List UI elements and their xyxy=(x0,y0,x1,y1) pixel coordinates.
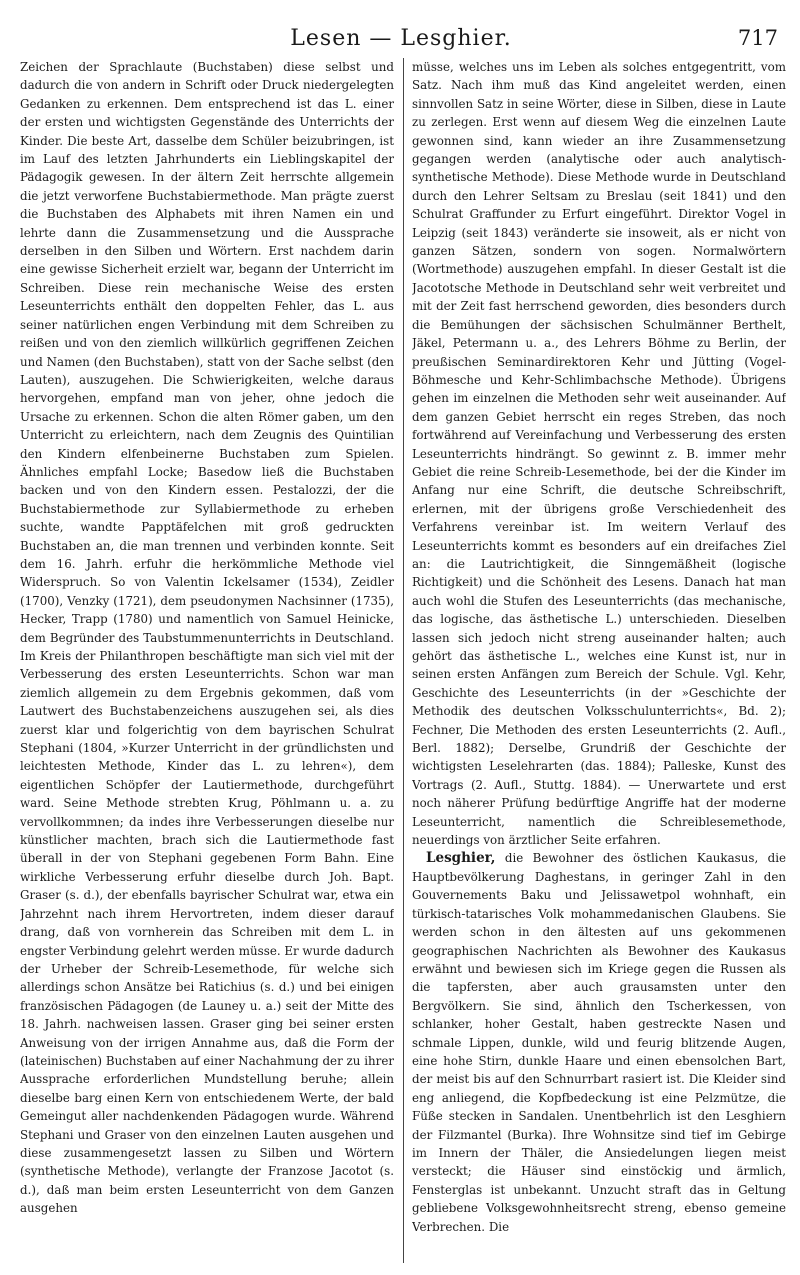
running-title: Lesen — Lesghier. xyxy=(290,26,512,51)
right-column-text-lesen: müsse, welches uns im Leben als solches entgegentritt, vom Satz. Nach ihm muß das Kind angeleitet werden, einen sinnvollen Satz in seine Wörter, diese in Silben, diese in Laute zu zerlegen. Erst wenn auf diesem Weg die einzelnen Laute gewonnen sind, kann wieder an ihre Zusammensetzung gegangen werden (analytische oder auch analytisch-synthetische Methode). Diese Methode wurde in Deutschland durch den Lehrer Seltsam zu Breslau (seit 1841) und den Schulrat Graffunder zu Erfurt eingeführt. Direktor Vogel in Leipzig (seit 1843) veränderte sie insoweit, als er nicht von ganzen Sätzen, sondern von sogen. Normalwörtern (Wortmethode) auszugehen empfahl. In dieser Gestalt ist die Jacototsche Methode in Deutschland sehr weit verbreitet und mit der Zeit fast herrschend geworden, dies besonders durch die Bemühungen der sächsischen Schulmänner Berthelt, Jäkel, Petermann u. a., des Lehrers Böhme zu Berlin, der preußischen Seminardirektoren Kehr und Jütting (Vogel-Böhmesche und Kehr-Schlimbachsche Methode). Übrigens gehen im einzelnen die Methoden sehr weit auseinander. Auf dem ganzen Gebiet herrscht ein reges Streben, das noch fortwährend auf Vereinfachung und Verbesserung des ersten Leseunterrichts hindrängt. So gewinnt z. B. immer mehr Gebiet die reine Schreib-Lesemethode, bei der die Kinder im Anfang nur eine Schrift, die deutsche Schreibschrift, erlernen, mit der übrigens große Verschiedenheit des Verfahrens vereinbar ist. Im weitern Verlauf des Leseunterrichts kommt es besonders auf ein dreifaches Ziel an: die Lautrichtigkeit, die Sinngemäßheit (logische Richtigkeit) und die Schönheit des Lesens. Danach hat man auch wohl die Stufen des Leseunterrichts (das mechanische, das logische, das ästhetische L.) unterschieden. Dieselben lassen sich jedoch nicht streng auseinander halten; auch gehört das ästhetische L., welches eine Kunst ist, nur in seinen ersten Anfängen zum Bereich der Schule. Vgl. Kehr, Geschichte des Leseunterrichts (in der »Geschichte der Methodik des deutschen Volksschulunterrichts«, Bd. 2); Fechner, Die Methoden des ersten Leseunterrichts (2. Aufl., Berl. 1882); Derselbe, Grundriß der Geschichte der wichtigsten Leselehrarten (das. 1884); Palleske, Kunst des Vortrags (2. Aufl., Stuttg. 1884). — Unerwartete und erst noch näherer Prüfung bedürftige Angriffe hat der moderne Leseunterricht, namentlich die Schreiblesemethode, neuerdings von ärztlicher Seite erfahren. xyxy=(412,60,786,848)
entry-lesghier-text: die Bewohner des östlichen Kaukasus, die Hauptbevölkerung Daghestans, in geringer Zahl in den Gouvernements Baku und Jelissawetpol wohnhaft, ein türkisch-tatarisches Volk mohammedanischen Glaubens. Sie werden schon in den ältesten auf uns gekommenen geographischen Nachrichten als Bewohner des Kaukasus erwähnt und bewiesen sich im Kriege gegen die Russen als die tapfersten, aber auch grausamsten unter den Bergvölkern. Sie sind, ähnlich den Tscherkessen, von schlanker, hoher Gestalt, haben gestreckte Nasen und schmale Lippen, dunkle, wild und feurig blitzende Augen, eine hohe Stirn, dunkle Haare und einen ebensolchen Bart, der meist bis auf den Schnurrbart rasiert ist. Die Kleider sind eng anliegend, die Kopfbedeckung ist eine Pelzmütze, die Füße stecken in Sandalen. Unentbehrlich ist den Lesghiern der Filzmantel (Burka). Ihre Wohnsitze sind tief im Gebirge im Innern der Thäler, die Ansiedelungen liegen meist versteckt; die Häuser sind einstöckig und ärmlich, Fensterglas ist unbekannt. Unzucht straft das in Geltung gebliebene Volksgewohnheitsrecht streng, ebenso gemeine Verbrechen. Die xyxy=(412,851,786,1234)
headword-lesghier: Lesghier, xyxy=(426,850,496,867)
page xyxy=(20,22,786,1267)
left-column xyxy=(20,58,394,1263)
left-column-text: Zeichen der Sprachlaute (Buchstaben) diese selbst und dadurch die von andern in Schrift oder Druck niedergelegten Gedanken zu erkennen. Dem entsprechend ist das L. einer der ersten und wichtigsten Gegenstände des Unterrichts der Kinder. Die beste Art, dasselbe dem Schüler beizubringen, ist im Lauf des letzten Jahrhunderts ein Lieblingskapitel der Pädagogik gewesen. In der ältern Zeit herrschte allgemein die jetzt verworfene Buchstabiermethode. Man prägte zuerst die Buchstaben des Alphabets mit ihren Namen ein und lehrte dann die Zusammensetzung und die Aussprache derselben in den Silben und Wörtern. Erst nachdem darin eine gewisse Sicherheit erzielt war, begann der Unterricht im Schreiben. Diese rein mechanische Weise des ersten Leseunterrichts enthält den doppelten Fehler, das L. aus seiner natürlichen engen Verbindung mit dem Schreiben zu reißen und von den ziemlich willkürlich gegriffenen Zeichen und Namen (den Buchstaben), statt von der Sache selbst (den Lauten), auszugehen. Die Schwierigkeiten, welche daraus hervorgehen, empfand man von jeher, ohne jedoch die Ursache zu erkennen. Schon die alten Römer gaben, um den Unterricht zu erleichtern, nach dem Zeugnis des Quintilian den Kindern elfenbeinerne Buchstaben zum Spielen. Ähnliches empfahl Locke; Basedow ließ die Buchstaben backen und von den Kindern essen. Pestalozzi, der die Buchstabiermethode zur Syllabiermethode zu erheben suchte, wandte Papptäfelchen mit groß gedruckten Buchstaben an, die man trennen und verbinden konnte. Seit dem 16. Jahrh. erfuhr die herkömmliche Methode viel Widerspruch. So von Valentin Ickelsamer (1534), Zeidler (1700), Venzky (1721), dem pseudonymen Nachsinner (1735), Hecker, Trapp (1780) und namentlich von Samuel Heinicke, dem Begründer des Taubstummenunterrichts in Deutschland. Im Kreis der Philanthropen beschäftigte man sich viel mit der Verbesserung des ersten Leseunterrichts. Schon war man ziemlich allgemein zu dem Ergebnis gekommen, daß vom Lautwert des Buchstabenzeichens auszugehen sei, als dies zuerst klar und folgerichtig von dem bayrischen Schulrat Stephani (1804, »Kurzer Unterricht in der gründlichsten und leichtesten Methode, Kinder das L. zu lehren«), dem eigentlichen Schöpfer der Lautiermethode, durchgeführt ward. Seine Methode strebten Krug, Pöhlmann u. a. zu vervollkommnen; da indes ihre Verbesserungen dieselbe nur künstlicher machten, brach sich die Lautiermethode fast überall in der von Stephani gegebenen Form Bahn. Eine wirkliche Verbesserung erfuhr dieselbe durch Joh. Bapt. Graser (s. d.), der ebenfalls bayrischer Schulrat war, etwa ein Jahrzehnt nach ihrem Hervortreten, indem dieser darauf drang, daß von vornherein das Schreiben mit dem L. in engster Verbindung gelehrt werden müsse. Er wurde dadurch der Urheber der Schreib-Lesemethode, für welche sich allerdings schon Ansätze bei Ratichius (s. d.) und bei einigen französischen Pädagogen (de Launey u. a.) seit der Mitte des 18. Jahrh. nachweisen lassen. Graser ging bei seiner ersten Anweisung von der irrigen Annahme aus, daß die Form der (lateinischen) Buchstaben auf einer Nachahmung der zu ihrer Aussprache erforderlichen Mundstellung beruhe; allein dieselbe barg einen Kern von entschiedenem Werte, der bald Gemeingut aller nachdenkenden Pädagogen wurde. Während Stephani und Graser von den einzelnen Lauten ausgehen und diese zusammengesetzt lassen zu Silben und Wörtern (synthetische Methode), verlangte der Franzose Jacotot (s. d.), daß man beim ersten Leseunterricht von dem Ganzen ausgehen xyxy=(20,60,394,1216)
right-column xyxy=(412,58,786,1263)
page-header xyxy=(20,22,782,56)
column-divider xyxy=(403,58,404,1263)
page-number: 717 xyxy=(737,26,778,50)
text-columns xyxy=(20,58,786,1263)
entry-lesghier xyxy=(412,849,786,1236)
